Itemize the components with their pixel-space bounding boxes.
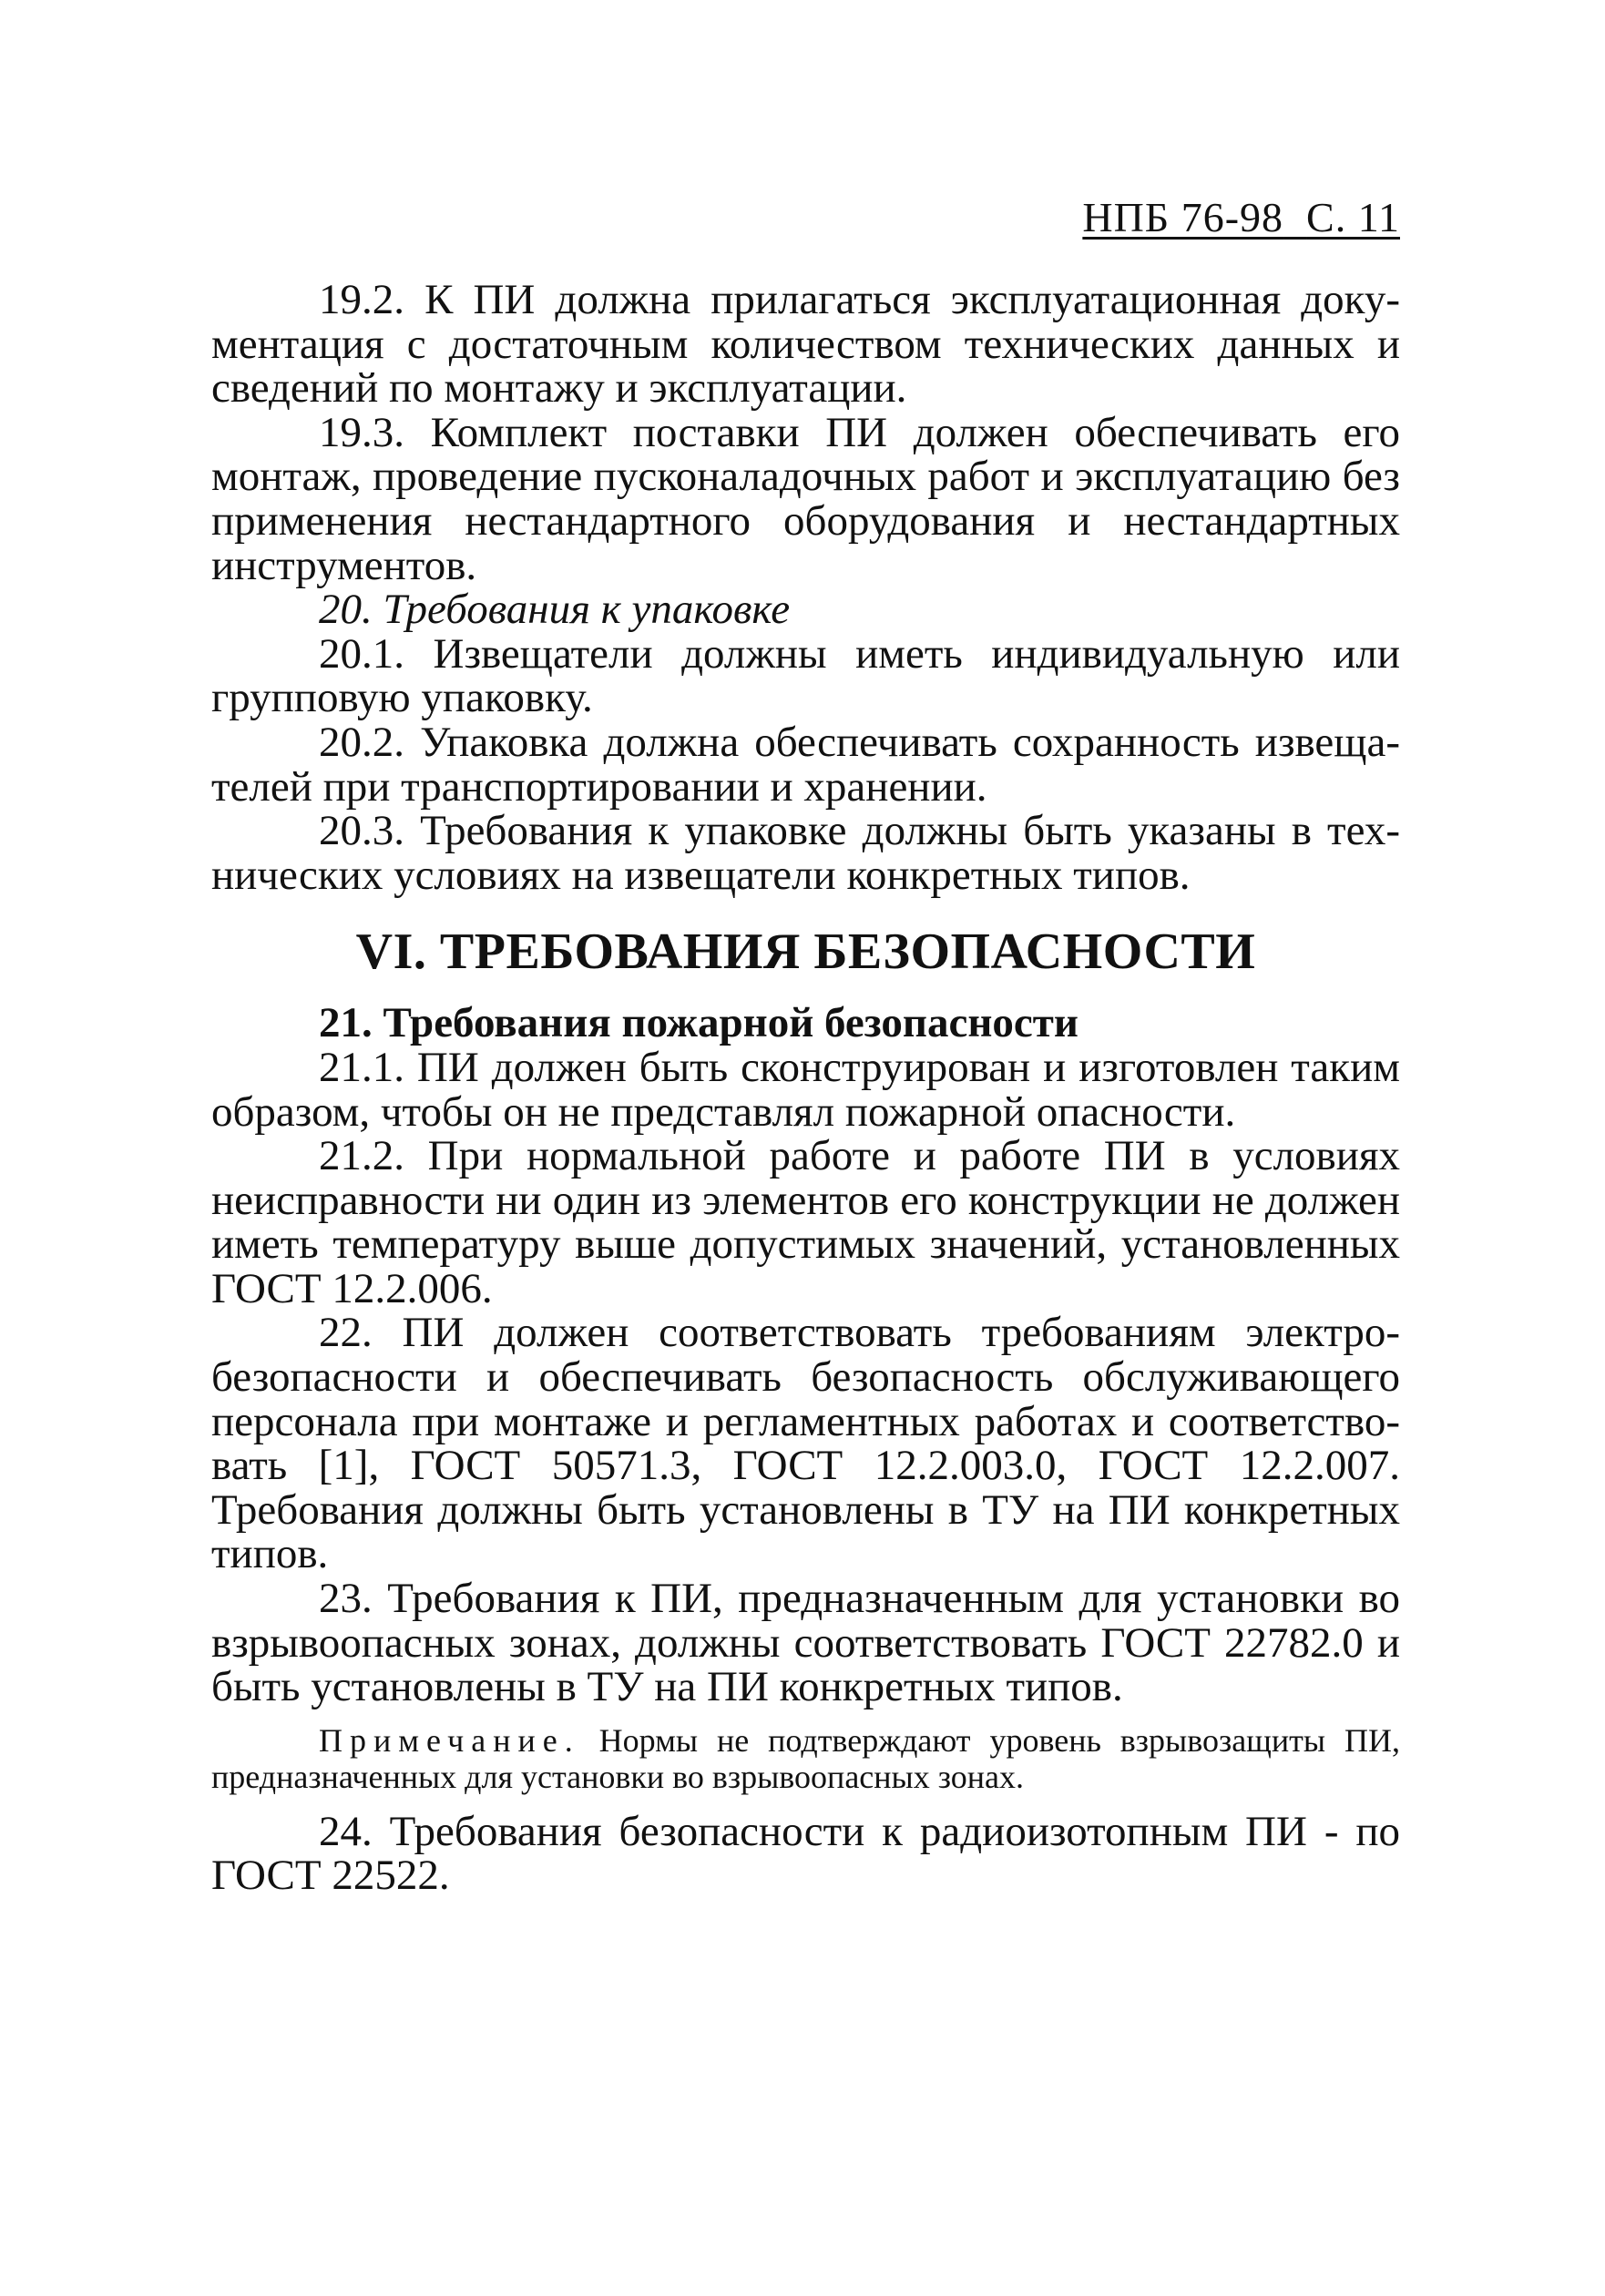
- document-body: [211, 278, 1400, 1898]
- section-21-title: 21. Требования пожарной безопасности: [319, 999, 1079, 1047]
- paragraph-21-1: 21.1. ПИ должен быть сконструирован и изготовлен таким образом, чтобы он не представлял пожарной опасности.: [211, 1043, 1400, 1136]
- section-vi-heading: VI. ТРЕБОВАНИЯ БЕЗОПАСНОСТИ: [355, 924, 1256, 981]
- paragraph-24: 24. Требования безопасности к радиоизотопным ПИ - по ГОСТ 22522.: [211, 1807, 1400, 1900]
- paragraph-20-3: 20.3. Требования к упаковке должны быть указаны в технических условиях на извещатели конкретных типов.: [211, 807, 1400, 899]
- paragraph-23: 23. Требования к ПИ, предназначенным для установки во взрывоопасных зонах, должны соответствовать ГОСТ 22782.0 и быть установлены в ТУ на ПИ конкретных типов.: [211, 1575, 1400, 1711]
- paragraph-20-2: 20.2. Упаковка должна обеспечивать сохранность извещателей при транспортировании и хранении.: [211, 718, 1400, 811]
- note-text: Нормы не подтверждают уровень взрывозащиты ПИ, предназначенных для установки во взрывоопасных зонах.: [211, 1721, 1400, 1795]
- paragraph-21-2: 21.2. При нормальной работе и работе ПИ в условиях неисправности ни один из элементов его конструкции не должен иметь температуру выше допустимых значений, установленных ГОСТ 12.2.006.: [211, 1132, 1400, 1312]
- paragraph-19-3: 19.3. Комплект поставки ПИ должен обеспечивать его монтаж, проведение пусконаладочных работ и эксплуатацию без применения нестандартного оборудования и нестандартных инструментов.: [211, 408, 1400, 589]
- paragraph-19-2: 19.2. К ПИ должна прилагаться эксплуатационная документация с достаточным количеством технических данных и сведений по монтажу и эксплуатации.: [211, 276, 1400, 413]
- doc-code: НПБ 76-98: [1082, 194, 1284, 240]
- paragraph-20-1: 20.1. Извещатели должны иметь индивидуальную или групповую упаковку.: [211, 629, 1400, 722]
- page-number: С. 11: [1306, 194, 1400, 240]
- note: [211, 1722, 1400, 1795]
- paragraph-22: 22. ПИ должен соответствовать требованиям электробезопасности и обеспечивать безопасность обслуживающего персонала при монтаже и регламентных работах и соответствовать [1], ГОСТ 50571.3, ГОСТ 12.2.003.0, ГОСТ 12.2.007. Требования должны быть установлены в ТУ на ПИ конкретных типов.: [211, 1309, 1400, 1578]
- section-20-title: 20. Требования к упаковке: [319, 586, 791, 634]
- note-label: Примечание.: [319, 1721, 580, 1759]
- page-header: [1082, 193, 1400, 241]
